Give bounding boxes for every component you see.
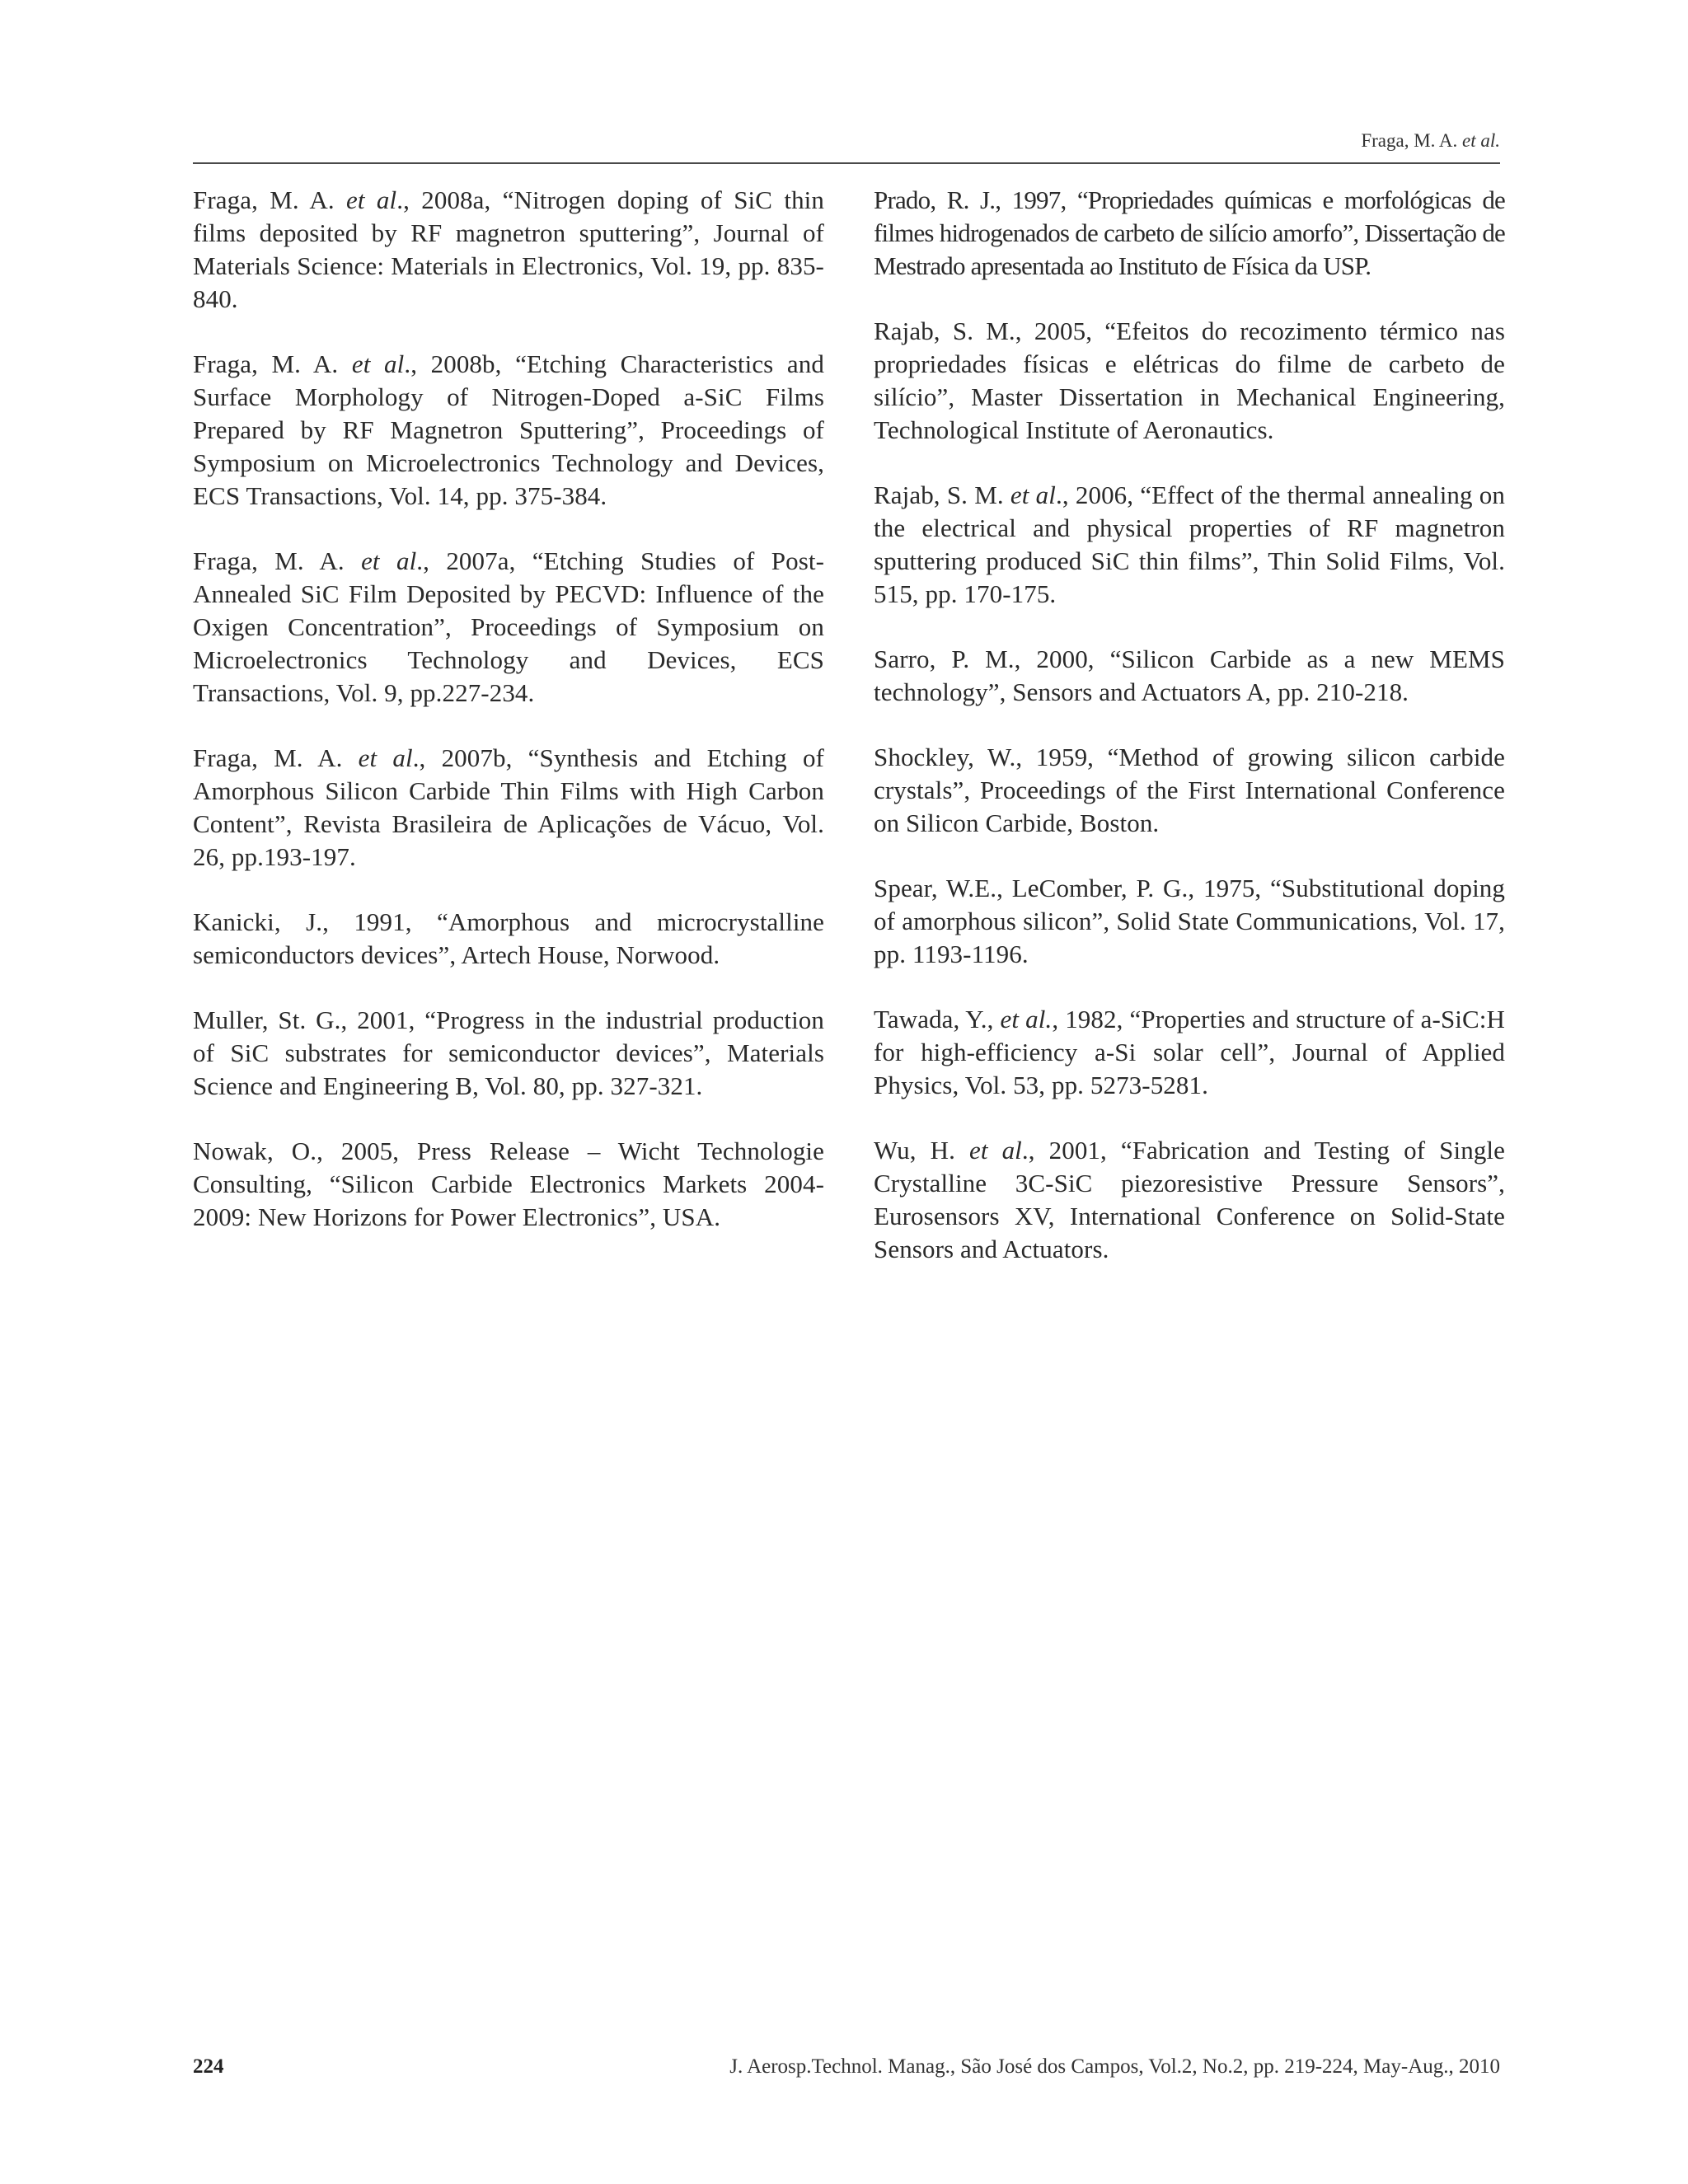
reference-item: Rajab, S. M. et al., 2006, “Effect of the thermal annealing on the electrical and physical properties of RF magnetron sputtering produced SiC thin films”, Thin Solid Films, Vol. 515, pp. 170-175. (874, 480, 1505, 608)
reference-item: Kanicki, J., 1991, “Amorphous and microcrystalline semiconductors devices”, Artech House, Norwood. (193, 907, 824, 969)
reference-item: Shockley, W., 1959, “Method of growing silicon carbide crystals”, Proceedings of the First International Conference on Silicon Carbide, Boston. (874, 743, 1505, 837)
reference-item: Nowak, O., 2005, Press Release – Wicht Technologie Consulting, “Silicon Carbide Electronics Markets 2004-2009: New Horizons for Power Electronics”, USA. (193, 1137, 824, 1231)
reference-item: Muller, St. G., 2001, “Progress in the industrial production of SiC substrates for semiconductor devices”, Materials Science and Engineering B, Vol. 80, pp. 327-321. (193, 1005, 824, 1100)
reference-item: Fraga, M. A. et al., 2008a, “Nitrogen doping of SiC thin films deposited by RF magnetron sputtering”, Journal of Materials Science: Materials in Electronics, Vol. 19, pp. 835-840. (193, 185, 824, 313)
references-right-column (874, 184, 1505, 1298)
reference-item: Prado, R. J., 1997, “Propriedades químicas e morfológicas de filmes hidrogenados de carbeto de silício amorfo”, Dissertação de Mestrado apresentada ao Instituto de Física da USP. (874, 185, 1505, 280)
running-head (1361, 130, 1500, 152)
reference-item: Fraga, M. A. et al., 2008b, “Etching Characteristics and Surface Morphology of Nitrogen-Doped a-SiC Films Prepared by RF Magnetron Sputtering”, Proceedings of Symposium on Microelectronics Technology and Devices, ECS Transactions, Vol. 14, pp. 375-384. (193, 349, 824, 510)
running-head-etal: et al. (1462, 130, 1500, 151)
reference-item: Fraga, M. A. et al., 2007a, “Etching Studies of Post-Annealed SiC Film Deposited by PECVD: Influence of the Oxigen Concentration”, Proceedings of Symposium on Microelectronics Technology and Devices, ECS Transactions, Vol. 9, pp.227-234. (193, 546, 824, 707)
reference-item: Wu, H. et al., 2001, “Fabrication and Testing of Single Crystalline 3C-SiC piezoresistive Pressure Sensors”, Eurosensors XV, International Conference on Solid-State Sensors and Actuators. (874, 1136, 1506, 1263)
reference-item: Tawada, Y., et al., 1982, “Properties and structure of a-SiC:H for high-efficiency a-Si solar cell”, Journal of Applied Physics, Vol. 53, pp. 5273-5281. (874, 1005, 1505, 1099)
reference-item: Sarro, P. M., 2000, “Silicon Carbide as a new MEMS technology”, Sensors and Actuators A, pp. 210-218. (874, 644, 1505, 706)
running-head-author: Fraga, M. A. (1361, 130, 1462, 151)
reference-item: Fraga, M. A. et al., 2007b, “Synthesis and Etching of Amorphous Silicon Carbide Thin Films with High Carbon Content”, Revista Brasileira de Aplicações de Vácuo, Vol. 26, pp.193-197. (193, 743, 824, 871)
journal-citation: J. Aerosp.Technol. Manag., São José dos Campos, Vol.2, No.2, pp. 219-224, May-Aug., 2010 (729, 2055, 1500, 2078)
references-left-column (193, 184, 824, 1266)
reference-item: Spear, W.E., LeComber, P. G., 1975, “Substitutional doping of amorphous silicon”, Solid State Communications, Vol. 17, pp. 1193-1196. (874, 874, 1505, 968)
page-number: 224 (193, 2055, 224, 2078)
reference-item: Rajab, S. M., 2005, “Efeitos do recozimento térmico nas propriedades físicas e elétricas do filme de carbeto de silício”, Master Dissertation in Mechanical Engineering, Technological Institute of Aeronautics. (874, 316, 1505, 444)
header-rule (193, 162, 1500, 164)
